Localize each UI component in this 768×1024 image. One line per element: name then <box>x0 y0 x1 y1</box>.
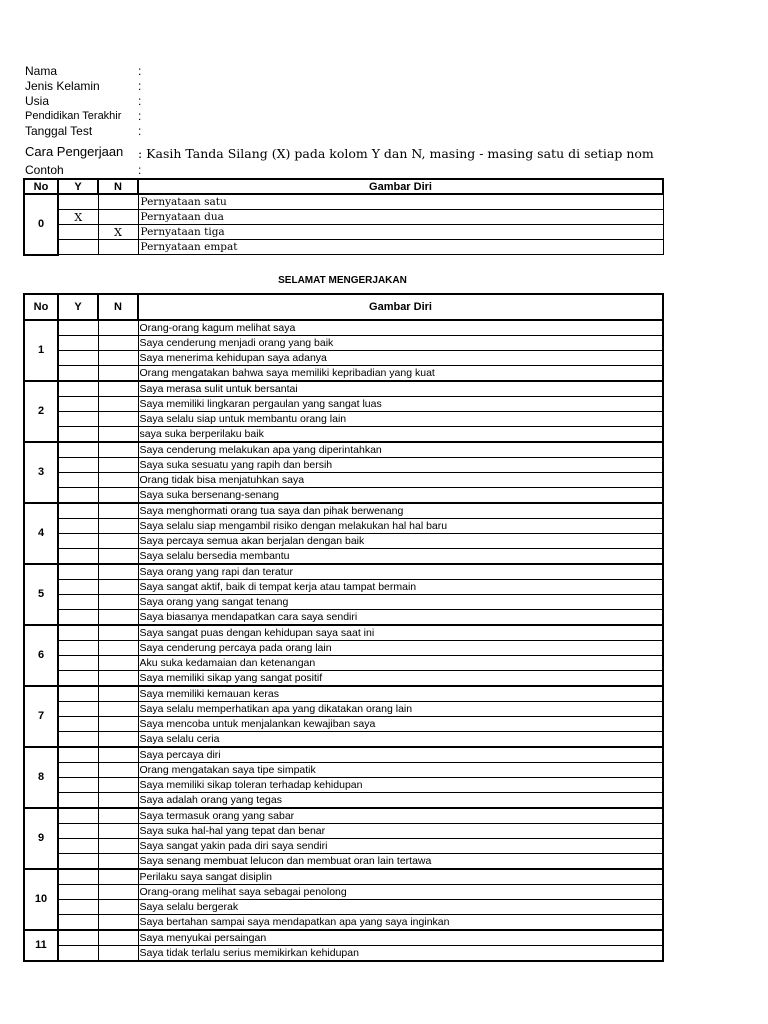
n-cell[interactable] <box>98 763 138 778</box>
y-cell[interactable] <box>58 686 98 702</box>
statement-cell: Saya mencoba untuk menjalankan kewajiban saya <box>138 717 663 732</box>
field-label: Pendidikan Terakhir <box>25 110 122 122</box>
n-cell[interactable] <box>98 930 138 946</box>
table-row <box>24 412 663 427</box>
greeting-heading: SELAMAT MENGERJAKAN <box>278 275 407 286</box>
y-cell[interactable] <box>58 915 98 931</box>
n-cell[interactable] <box>98 747 138 763</box>
questionnaire-table <box>23 293 664 962</box>
n-cell[interactable] <box>98 351 138 366</box>
statement-cell: Saya selalu siap mengambil risiko dengan melakukan hal hal baru <box>138 519 663 534</box>
y-cell[interactable] <box>58 580 98 595</box>
table-row <box>24 488 663 504</box>
example-header-row <box>24 179 663 194</box>
table-row <box>24 381 663 397</box>
table-row <box>24 656 663 671</box>
col-desc-header: Gambar Diri <box>138 294 663 320</box>
y-cell[interactable] <box>58 366 98 382</box>
table-row <box>24 458 663 473</box>
example-label-row <box>25 163 142 178</box>
y-cell[interactable] <box>58 885 98 900</box>
table-row <box>24 336 663 351</box>
group-number: 7 <box>24 686 58 747</box>
field-label: Jenis Kelamin <box>25 79 100 93</box>
y-cell[interactable] <box>58 381 98 397</box>
n-cell[interactable] <box>98 808 138 824</box>
y-cell[interactable] <box>58 732 98 748</box>
n-cell[interactable] <box>98 534 138 549</box>
example-colon: : <box>138 163 142 177</box>
statement-cell: Pernyataan tiga <box>138 225 663 240</box>
n-cell[interactable] <box>98 915 138 931</box>
table-row <box>24 930 663 946</box>
n-cell[interactable] <box>98 671 138 687</box>
y-cell[interactable] <box>58 427 98 443</box>
group-number: 3 <box>24 442 58 503</box>
statement-cell: Saya menghormati orang tua saya dan pihak berwenang <box>138 503 663 519</box>
statement-cell: Orang-orang kagum melihat saya <box>138 320 663 336</box>
table-row <box>24 778 663 793</box>
y-cell[interactable] <box>58 549 98 565</box>
n-cell[interactable] <box>98 946 138 962</box>
n-cell[interactable] <box>98 549 138 565</box>
group-number: 10 <box>24 869 58 930</box>
y-cell[interactable] <box>58 442 98 458</box>
n-cell[interactable] <box>98 641 138 656</box>
y-cell[interactable] <box>58 351 98 366</box>
y-cell[interactable] <box>58 747 98 763</box>
group-number: 1 <box>24 320 58 381</box>
n-cell[interactable] <box>98 900 138 915</box>
n-cell[interactable] <box>98 717 138 732</box>
statement-cell: Saya biasanya mendapatkan cara saya sendiri <box>138 610 663 626</box>
statement-cell: Orang mengatakan saya tipe simpatik <box>138 763 663 778</box>
n-cell[interactable] <box>98 473 138 488</box>
statement-cell: Saya menerima kehidupan saya adanya <box>138 351 663 366</box>
field-colon: : <box>138 79 142 93</box>
identity-fields <box>25 64 665 139</box>
n-cell[interactable] <box>98 610 138 626</box>
n-cell[interactable] <box>98 854 138 870</box>
field-label: Tanggal Test <box>25 124 93 138</box>
table-row <box>24 824 663 839</box>
y-cell[interactable] <box>58 900 98 915</box>
col-y-header: Y <box>58 179 98 194</box>
n-cell[interactable] <box>98 885 138 900</box>
table-row <box>24 854 663 870</box>
y-cell[interactable] <box>58 625 98 641</box>
n-cell[interactable] <box>98 336 138 351</box>
table-row <box>24 366 663 382</box>
table-row <box>24 610 663 626</box>
field-colon: : <box>138 109 142 123</box>
y-cell[interactable] <box>58 717 98 732</box>
table-row <box>24 793 663 809</box>
example-row <box>24 210 663 225</box>
table-row <box>24 732 663 748</box>
statement-cell: Saya cenderung menjadi orang yang baik <box>138 336 663 351</box>
n-cell[interactable] <box>98 869 138 885</box>
n-cell[interactable] <box>98 824 138 839</box>
table-row <box>24 869 663 885</box>
statement-cell: Saya memiliki lingkaran pergaulan yang sangat luas <box>138 397 663 412</box>
statement-cell: Saya memiliki sikap yang sangat positif <box>138 671 663 687</box>
statement-cell: Orang-orang melihat saya sebagai penolong <box>138 885 663 900</box>
y-cell[interactable] <box>58 702 98 717</box>
statement-cell: Saya suka sesuatu yang rapih dan bersih <box>138 458 663 473</box>
statement-cell: Saya senang membuat lelucon dan membuat oran lain tertawa <box>138 854 663 870</box>
group-number: 5 <box>24 564 58 625</box>
table-row <box>24 351 663 366</box>
y-cell[interactable]: X <box>58 210 98 225</box>
n-cell[interactable] <box>98 320 138 336</box>
field-jenis-kelamin <box>25 79 665 94</box>
table-row <box>24 397 663 412</box>
example-table <box>23 178 664 256</box>
statement-cell: Saya selalu bergerak <box>138 900 663 915</box>
y-cell[interactable] <box>58 595 98 610</box>
table-row <box>24 702 663 717</box>
y-cell[interactable] <box>58 397 98 412</box>
n-cell[interactable] <box>98 580 138 595</box>
y-cell[interactable] <box>58 839 98 854</box>
group-number: 9 <box>24 808 58 869</box>
table-row <box>24 442 663 458</box>
example-row <box>24 240 663 255</box>
statement-cell: Saya selalu bersedia membantu <box>138 549 663 565</box>
statement-cell: Perilaku saya sangat disiplin <box>138 869 663 885</box>
statement-cell: Aku suka kedamaian dan ketenangan <box>138 656 663 671</box>
n-cell[interactable] <box>98 397 138 412</box>
field-colon: : <box>138 94 142 108</box>
y-cell[interactable] <box>58 503 98 519</box>
y-cell[interactable] <box>58 564 98 580</box>
y-cell[interactable] <box>58 336 98 351</box>
field-label: Nama <box>25 64 58 78</box>
col-no-header: No <box>24 179 58 194</box>
field-colon: : <box>138 124 142 138</box>
group-number: 8 <box>24 747 58 808</box>
y-cell[interactable] <box>58 610 98 626</box>
col-no-header: No <box>24 294 58 320</box>
y-cell[interactable] <box>58 869 98 885</box>
statement-cell: Saya memiliki sikap toleran terhadap kehidupan <box>138 778 663 793</box>
y-cell[interactable] <box>58 320 98 336</box>
y-cell[interactable] <box>58 808 98 824</box>
statement-cell: Saya bertahan sampai saya mendapatkan apa yang saya inginkan <box>138 915 663 931</box>
y-cell[interactable] <box>58 412 98 427</box>
example-row <box>24 225 663 240</box>
table-row <box>24 717 663 732</box>
y-cell[interactable] <box>58 671 98 687</box>
statement-cell: Saya percaya semua akan berjalan dengan baik <box>138 534 663 549</box>
table-row <box>24 900 663 915</box>
table-row <box>24 808 663 824</box>
statement-cell: Saya tidak terlalu serius memikirkan kehidupan <box>138 946 663 962</box>
y-cell[interactable] <box>58 534 98 549</box>
y-cell[interactable] <box>58 793 98 809</box>
n-cell[interactable] <box>98 381 138 397</box>
table-row <box>24 564 663 580</box>
table-row <box>24 427 663 443</box>
field-nama <box>25 64 665 79</box>
n-cell[interactable] <box>98 442 138 458</box>
col-desc-header: Gambar Diri <box>138 179 663 194</box>
statement-cell: Saya orang yang sangat tenang <box>138 595 663 610</box>
col-y-header: Y <box>58 294 98 320</box>
statement-cell: Saya menyukai persaingan <box>138 930 663 946</box>
n-cell[interactable] <box>98 519 138 534</box>
n-cell[interactable] <box>98 778 138 793</box>
table-row <box>24 885 663 900</box>
field-tanggal-test <box>25 124 665 139</box>
table-row <box>24 473 663 488</box>
y-cell[interactable] <box>58 194 98 210</box>
n-cell[interactable] <box>98 427 138 443</box>
statement-cell: Saya sangat aktif, baik di tempat kerja atau tampat bermain <box>138 580 663 595</box>
table-row <box>24 549 663 565</box>
table-row <box>24 671 663 687</box>
y-cell[interactable] <box>58 519 98 534</box>
y-cell[interactable] <box>58 763 98 778</box>
n-cell[interactable] <box>98 656 138 671</box>
statement-cell: Saya cenderung percaya pada orang lain <box>138 641 663 656</box>
table-row <box>24 641 663 656</box>
n-cell[interactable] <box>98 793 138 809</box>
y-cell[interactable] <box>58 946 98 962</box>
statement-cell: Saya selalu ceria <box>138 732 663 748</box>
table-row <box>24 839 663 854</box>
statement-cell: Saya suka bersenang-senang <box>138 488 663 504</box>
table-row <box>24 686 663 702</box>
statement-cell: Pernyataan satu <box>138 194 663 210</box>
n-cell[interactable] <box>98 702 138 717</box>
statement-cell: Pernyataan dua <box>138 210 663 225</box>
table-row <box>24 580 663 595</box>
statement-cell: Saya orang yang rapi dan teratur <box>138 564 663 580</box>
y-cell[interactable] <box>58 778 98 793</box>
table-row <box>24 763 663 778</box>
y-cell[interactable] <box>58 656 98 671</box>
table-row <box>24 946 663 962</box>
statement-cell: Saya suka hal-hal yang tepat dan benar <box>138 824 663 839</box>
statement-cell: Orang mengatakan bahwa saya memiliki kepribadian yang kuat <box>138 366 663 382</box>
n-cell[interactable] <box>98 194 138 210</box>
n-cell[interactable] <box>98 595 138 610</box>
statement-cell: Pernyataan empat <box>138 240 663 255</box>
instructions <box>25 143 725 163</box>
table-row <box>24 595 663 610</box>
y-cell[interactable] <box>58 930 98 946</box>
table-row <box>24 519 663 534</box>
y-cell[interactable] <box>58 854 98 870</box>
example-row <box>24 194 663 210</box>
group-number: 11 <box>24 930 58 961</box>
n-cell[interactable] <box>98 240 138 255</box>
statement-cell: Saya cenderung melakukan apa yang diperintahkan <box>138 442 663 458</box>
questionnaire-header-row <box>24 294 663 320</box>
col-n-header: N <box>98 294 138 320</box>
n-cell[interactable] <box>98 366 138 382</box>
y-cell[interactable] <box>58 473 98 488</box>
table-row <box>24 503 663 519</box>
statement-cell: Saya percaya diri <box>138 747 663 763</box>
statement-cell: Saya adalah orang yang tegas <box>138 793 663 809</box>
n-cell[interactable] <box>98 732 138 748</box>
statement-cell: Saya merasa sulit untuk bersantai <box>138 381 663 397</box>
field-usia <box>25 94 665 109</box>
n-cell[interactable]: X <box>98 225 138 240</box>
table-row <box>24 320 663 336</box>
n-cell[interactable] <box>98 210 138 225</box>
table-row <box>24 534 663 549</box>
statement-cell: Saya sangat yakin pada diri saya sendiri <box>138 839 663 854</box>
table-row <box>24 625 663 641</box>
field-label: Usia <box>25 94 50 108</box>
n-cell[interactable] <box>98 412 138 427</box>
example-number: 0 <box>24 194 58 255</box>
field-colon: : <box>138 64 142 78</box>
statement-cell: Saya selalu siap untuk membantu orang lain <box>138 412 663 427</box>
y-cell[interactable] <box>58 824 98 839</box>
statement-cell: saya suka berperilaku baik <box>138 427 663 443</box>
instructions-label: Cara Pengerjaan <box>25 144 124 159</box>
n-cell[interactable] <box>98 458 138 473</box>
statement-cell: Saya sangat puas dengan kehidupan saya saat ini <box>138 625 663 641</box>
field-pendidikan <box>25 109 665 124</box>
n-cell[interactable] <box>98 503 138 519</box>
n-cell[interactable] <box>98 564 138 580</box>
statement-cell: Saya selalu memperhatikan apa yang dikatakan orang lain <box>138 702 663 717</box>
y-cell[interactable] <box>58 458 98 473</box>
example-label: Contoh <box>25 163 64 177</box>
group-number: 2 <box>24 381 58 442</box>
n-cell[interactable] <box>98 839 138 854</box>
col-n-header: N <box>98 179 138 194</box>
n-cell[interactable] <box>98 625 138 641</box>
instructions-text: : Kasih Tanda Silang (X) pada kolom Y dan N, masing - masing satu di setiap nom <box>138 146 654 161</box>
table-row <box>24 915 663 931</box>
y-cell[interactable] <box>58 240 98 255</box>
group-number: 4 <box>24 503 58 564</box>
statement-cell: Saya memiliki kemauan keras <box>138 686 663 702</box>
statement-cell: Saya termasuk orang yang sabar <box>138 808 663 824</box>
y-cell[interactable] <box>58 225 98 240</box>
n-cell[interactable] <box>98 686 138 702</box>
n-cell[interactable] <box>98 488 138 504</box>
statement-cell: Orang tidak bisa menjatuhkan saya <box>138 473 663 488</box>
y-cell[interactable] <box>58 488 98 504</box>
group-number: 6 <box>24 625 58 686</box>
y-cell[interactable] <box>58 641 98 656</box>
table-row <box>24 747 663 763</box>
